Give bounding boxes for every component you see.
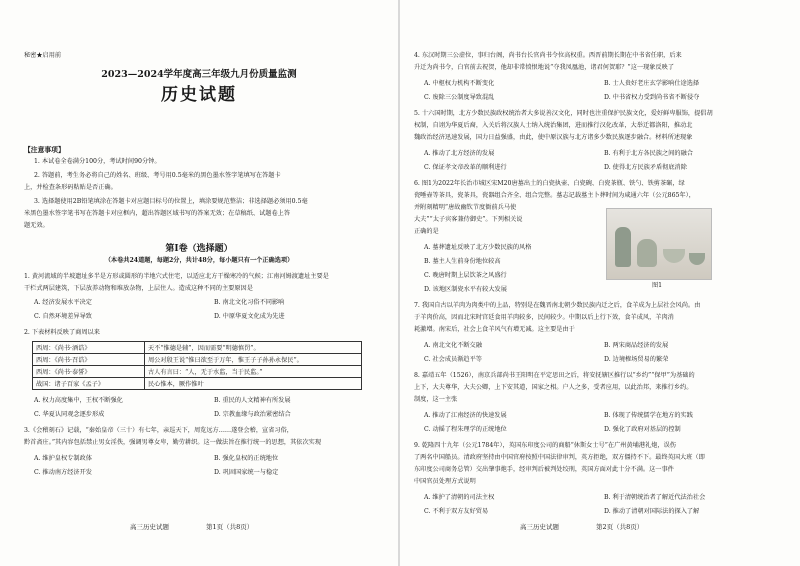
notice-line: 题无效。 <box>24 222 49 229</box>
artifact-photo <box>606 208 712 280</box>
table-cell: 周公对殷王说“惟曰欲至于万年，惟王子子孙孙永保民”。 <box>145 354 362 366</box>
option: C. 废除三公制度导致混乱 <box>424 94 495 101</box>
option: C. 不利于双方友好贸易 <box>424 508 489 515</box>
question-8: 制度，这一主张 <box>414 396 458 403</box>
option: B. 两宋商品经济的发展 <box>604 342 669 349</box>
option: D. 推动了清朝对国际法的探入了解 <box>604 508 700 515</box>
table-cell: 古人有言曰：“人，无于水监，当于民监。” <box>145 366 362 378</box>
exam-title: 2023—2024学年度高三年级九月份质量监测 <box>101 69 297 80</box>
bowl-shape <box>663 249 685 263</box>
question-1: 干栏式两层建筑，下层放养动物和堆放杂物，上层住人。造成这种不同的主要原因是 <box>24 285 253 292</box>
question-7: 耗激增。南宋后，社会上食羊风气有增无减。这主要是由于 <box>414 326 575 333</box>
question-6: 并附刻精明“唐故幽钦节度衙前兵马使 <box>414 204 517 211</box>
option: C. 华夏认同观念逐步形成 <box>34 411 105 418</box>
question-8: 8. 嘉靖五年（1526），南京兵部尚书王阳明在平定思田之后，将安抚辖区推行以“乡约”“保甲”为基础的 <box>414 372 695 379</box>
question-6: 瓷唾壶等茶具，瓷茶具，瓷器组合齐全、组合完整。墓志记载墓主卜葬时间为咸通六年（公元865年）， <box>414 192 695 199</box>
table-row <box>33 342 362 354</box>
option: A. 维护了清朝的司法主权 <box>424 494 495 501</box>
option: D. 该地区制瓷水平有较大发展 <box>424 286 507 293</box>
question-4: 升迁为尚书令，白官前去祝贺，他却非常愤恨地说“夺我凤凰池，诸君何贺耶？”这一现象反映了 <box>414 64 675 71</box>
question-1: 1. 黄河流域的半坡遗址多半是方形或圆形的半地穴式住宅，以适应北方干燥寒冷的气候；江南河姆渡遗址主要是 <box>24 273 329 280</box>
option: C. 自然环境差异导致 <box>34 313 92 320</box>
question-2: 2. 下表材料反映了商周以来 <box>24 329 100 336</box>
question-7: 于羊肉价高，因而北宋时宫廷食用羊肉较多，民间较少。中期以后上行下效，食羊成风，羊肉消 <box>414 314 674 321</box>
page-number: 第1页（共8页） <box>206 523 254 531</box>
option: B. 重民的人文精神有所发展 <box>214 397 291 404</box>
option: A. 经济发展水平决定 <box>34 299 92 306</box>
notice-line: 米黑色墨水签字笔书写在答题卡对应框内，超出答题区域书写的答案无效；在草稿纸、试题卷上答 <box>24 210 291 217</box>
option: D. 中原华夏文化成为先进 <box>214 313 285 320</box>
table-cell: 战国：诸子百家《孟子》 <box>33 378 145 390</box>
vase-shape <box>615 227 631 267</box>
secret-label: 秘密★启用前 <box>24 52 62 59</box>
option: D. 宗教血缘与政治紧密结合 <box>214 411 291 418</box>
figure-label: 图1 <box>652 282 663 289</box>
option: C. 保证孝文帝改革的顺利进行 <box>424 164 507 171</box>
question-7: 7. 我国自古以羊肉为肉类中的上品，特别是在魏晋南北朝少数民族内迁之后，食羊成为上层社会风尚。由 <box>414 302 701 309</box>
option: B. 利于清朝统治者了解近代法治社会 <box>604 494 706 501</box>
table-row <box>33 378 362 390</box>
option: B. 墓主人生前身份地位较高 <box>424 258 501 265</box>
question-6: 6. 图1为2022年长治市城区宋M20唐墓出土的白瓷执壶、白瓷碗、白瓷茶瓶、铁勺、铁剪茶碾，绿 <box>414 180 685 187</box>
option: A. 权力高度集中，王权不断强化 <box>34 397 123 404</box>
notice-line: 1. 本试卷全卷满分100分，考试时间90分钟。 <box>34 158 161 165</box>
option: A. 中枢权力机构不断变化 <box>424 80 495 87</box>
option: A. 维护皇权专制政体 <box>34 455 92 462</box>
question-9: 东印度公司商务总管）交出肇事炮手，经审判后被判处绞刑，英国方面对此十分不满。这一事件 <box>414 466 674 473</box>
option: D. 强化了政府对基层的控制 <box>604 426 681 433</box>
option: C. 晚唐时期上层饮茶之风盛行 <box>424 272 507 279</box>
notice-line: 3. 选择题使用2B铅笔填涂在答题卡对应题目标号的位置上，填涂要规范整洁；非选择题必须用0.5毫 <box>34 198 308 205</box>
footer-title: 高三历史试题 <box>520 523 559 531</box>
question-5: 权制，自诩为华夏后裔，入关后将汉族人士纳入统治集团，进而推行汉化改革，大举迁都洛阳，推动北 <box>414 122 693 129</box>
option: A. 推动了北方经济的发展 <box>424 150 495 157</box>
option: D. 边境榷场贸易的繁荣 <box>604 356 669 363</box>
page-divider <box>398 0 400 566</box>
table-cell: 西周：《尚书·召诰》 <box>33 354 145 366</box>
question-6: 正确的是 <box>414 228 439 235</box>
question-2-table <box>32 341 362 390</box>
option: B. 有利于北方各民族之间的融合 <box>604 150 693 157</box>
table-cell: 民心惟本，厥作惟叶 <box>145 378 362 390</box>
question-8: 上下，大夫尊华，大夫公卿，上下安其道，国家之相。户人之多，受者应用，以此治邦，来推行乡约。 <box>414 384 693 391</box>
option: C. 社会成员渐趋平等 <box>424 356 482 363</box>
question-6: 大夫”“太子宾客兼侍御史”。下列相关说 <box>414 216 523 223</box>
question-9: 9. 乾隆四十九年（公元1784年），英国东印度公司的商船“休斯女士号”在广州黄埔港礼炮，误伤 <box>414 442 676 449</box>
option: C. 动摇了程朱理学的正统地位 <box>424 426 507 433</box>
notice-line: 上，并检查条形码粘贴是否正确。 <box>24 184 117 191</box>
table-cell: 西周：《尚书·泰誓》 <box>33 366 145 378</box>
table-cell: 西周：《尚书·酒诰》 <box>33 342 145 354</box>
page-number: 第2页（共8页） <box>596 523 644 531</box>
table-row <box>33 366 362 378</box>
question-9: 中国官员处理方式说明 <box>414 478 476 485</box>
section-note: （本卷共24道题，每题2分，共计48分，每小题只有一个正确选项） <box>104 257 294 264</box>
option: B. 强化皇权的正统地位 <box>214 455 279 462</box>
option: A. 墓葬遗址反映了北方少数民族的风格 <box>424 244 532 251</box>
option: A. 南北文化不断交融 <box>424 342 482 349</box>
section-title: 第Ⅰ卷（选择题） <box>165 244 233 254</box>
question-9: 了两名中国船员。清政府坚持由中国官府按照中国法律审判，英方拒绝，双方僵持不下。最终英国大班（即 <box>414 454 705 461</box>
question-3: 黔首斋庄。”其内容包括禁止男女淫佚，强调男尊女卑，勤劳耕织。这一做法旨在推行统一的思想，其依次实现 <box>24 439 322 446</box>
question-5: 5. 十六国时期，北方少数民族政权统治者大多说善汉文化，同时也注重保护民族文化，爱好鲜卑服饰，提倡胡 <box>414 110 713 117</box>
notice-heading: 【注意事项】 <box>24 146 65 154</box>
option: D. 巩固国家统一与稳定 <box>214 469 279 476</box>
footer-title: 高三历史试题 <box>130 523 169 531</box>
option: B. 南北文化习俗不同影响 <box>214 299 285 306</box>
question-4: 4. 东汉时期三公虚位，事归台阁，尚书台长官尚书令位高权重。西晋前期长期在中书省任职，后来 <box>414 52 682 59</box>
bowl-shape <box>689 253 705 265</box>
page-title: 历史试题 <box>161 85 237 105</box>
option: B. 体现了传统儒学在地方的实践 <box>604 412 693 419</box>
vase-shape <box>637 239 657 267</box>
option: D. 使得北方民族矛盾彻底消除 <box>604 164 687 171</box>
table-row <box>33 354 362 366</box>
notice-line: 2. 答题前，考生务必将自己的姓名、班级、考号用0.5毫米的黑色墨水签字笔填写在答题卡 <box>34 172 281 179</box>
question-5: 魏政治经济迅速发展，国力日益强盛，由此，使中原汉族与北方诸多少数民族逐步融合。材料所述现象 <box>414 134 693 141</box>
table-cell: 天不“惟德是辅”，因而需要“明德慎罚”。 <box>145 342 362 354</box>
option: B. 士人贵好老庄玄学影响仕途选择 <box>604 80 700 87</box>
option: A. 推动了江南经济的快速发展 <box>424 412 507 419</box>
question-3: 3.《会稽刻石》记载，“秦始皇帝（三十）有七年，亲巡天下，周览远方……遂登会稽，宣省习俗， <box>24 427 293 434</box>
option: D. 中书省权力受到尚书省不断侵夺 <box>604 94 700 101</box>
option: C. 推动南方经济开发 <box>34 469 92 476</box>
